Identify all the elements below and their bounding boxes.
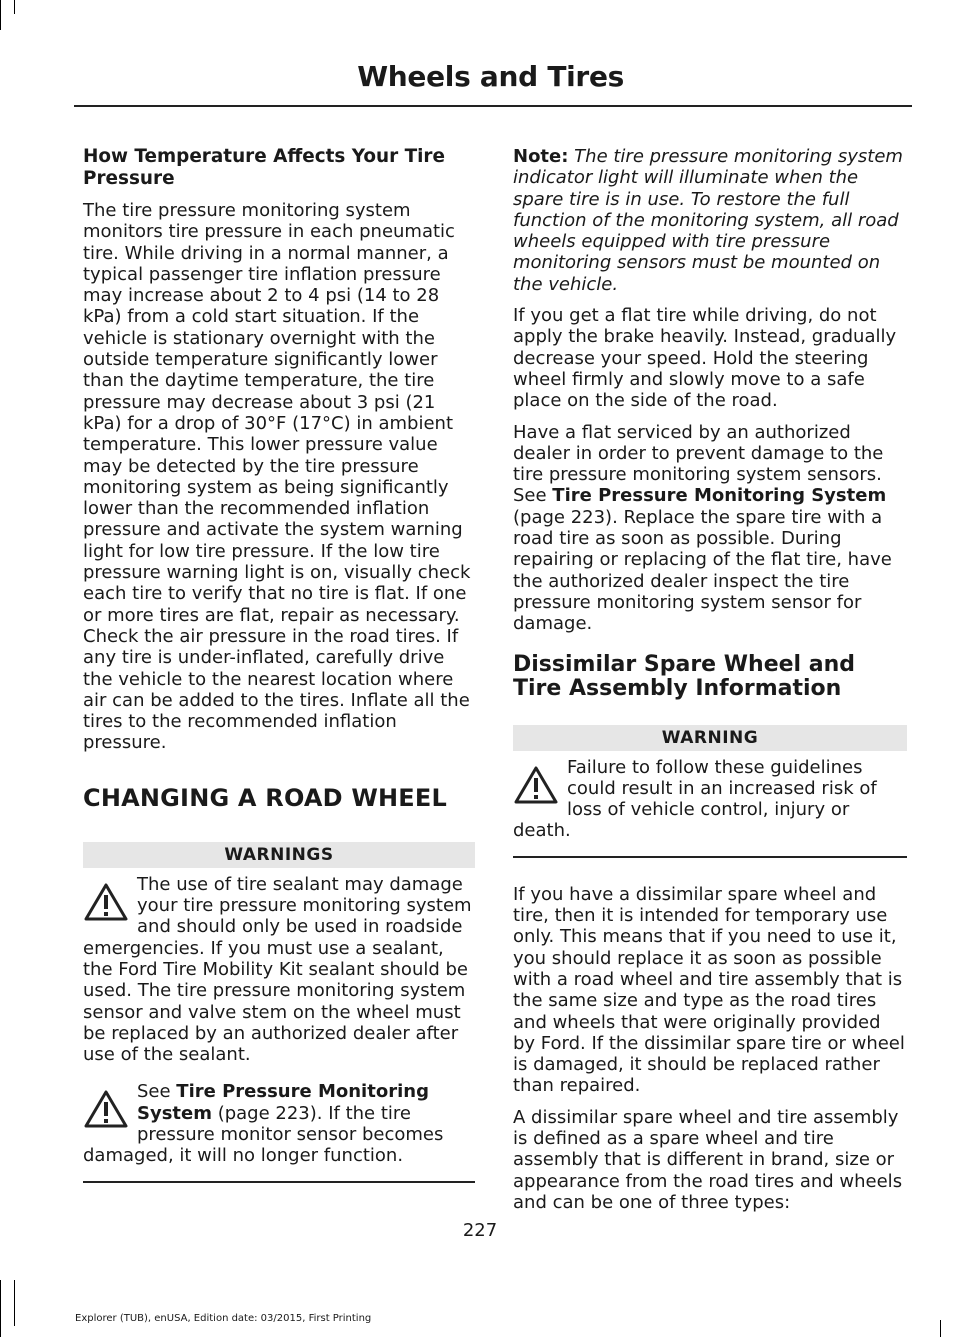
- warning-control-loss-text: Failure to follow these guidelines could result in an increased risk of loss of vehicle control, injury or death.: [513, 756, 877, 842]
- page-header-title: Wheels and Tires: [357, 60, 624, 93]
- header-divider: [74, 105, 912, 107]
- service-suffix: (page 223). Replace the spare tire with a road tire as soon as possible. During repairing or replacing of the flat tire, have the authorized dealer inspect the tire pressure monitoring system sensor for damage.: [513, 506, 892, 635]
- tpms-link[interactable]: Tire Pressure Monitoring System: [137, 1081, 429, 1124]
- warning-sensor-suffix: (page 223). If the tire pressure monitor sensor becomes damaged, it will no longer function.: [83, 1102, 444, 1167]
- warning-control-loss: [513, 757, 907, 842]
- crop-mark: [14, 0, 15, 14]
- warning-sensor-prefix: See: [137, 1081, 177, 1103]
- warning-sealant-text: The use of tire sealant may damage your tire pressure monitoring system and should only be used in roadside emergencies. If you must use a sealant, the Ford Tire Mobility Kit sealant should be used. The tire pressure monitoring system sensor and valve stem on the wheel must be replaced by an authorized dealer after use of the sealant.: [83, 873, 472, 1066]
- warning-triangle-icon: [513, 765, 559, 805]
- right-column: [513, 146, 907, 1223]
- page-number: 227: [462, 1220, 498, 1241]
- crop-mark: [0, 0, 1, 30]
- crop-mark: [0, 1280, 1, 1337]
- crop-mark: [14, 1280, 15, 1326]
- service-prefix: Have a flat serviced by an authorized dealer in order to prevent damage to the tire pressure monitoring system sensors. See: [513, 421, 884, 507]
- warnings-banner: WARNINGS: [83, 842, 475, 868]
- note-text: The tire pressure monitoring system indicator light will illuminate when the spare tire is in use. To restore the full function of the monitoring system, all road wheels equipped with tire pressure monitoring sensors must be mounted on the vehicle.: [513, 146, 903, 295]
- dissimilar-paragraph-2: A dissimilar spare wheel and tire assembly is defined as a spare wheel and tire assembly that is different in brand, size or appearance from the road tires and wheels and can be one of three types:: [513, 1106, 903, 1213]
- service-paragraph: [513, 422, 907, 635]
- footer-edition: Explorer (TUB), enUSA, Edition date: 03/2015, First Printing: [75, 1313, 372, 1324]
- warning-triangle-icon: [83, 1089, 129, 1129]
- warning-banner: WARNING: [513, 725, 907, 751]
- warning-sensor: [83, 1081, 475, 1166]
- dissimilar-paragraph-1: If you have a dissimilar spare wheel and tire, then it is intended for temporary use only. This means that if you need to use it, you should replace it as soon as possible with a road wheel and tire assembly that is the same size and type as the road tires and wheels that were originally provided by Ford. If the dissimilar spare tire or wheel is damaged, it should be replaced rather than repaired.: [513, 883, 905, 1097]
- dissimilar-spare-heading: Dissimilar Spare Wheel and Tire Assembly Information: [513, 651, 855, 701]
- warnings-end-rule: [83, 1181, 475, 1183]
- note-label: Note:: [513, 146, 569, 167]
- warning-end-rule: [513, 856, 907, 858]
- temperature-paragraph: The tire pressure monitoring system monitors tire pressure in each pneumatic tire. While driving in a normal manner, a typical passenger tire inflation pressure may increase about 2 to 4 psi (14 to 28 kPa) from a cold start situation. If the vehicle is stationary overnight with the outside temperature significantly lower than the daytime temperature, the tire pressure may decrease about 3 psi (21 kPa) for a drop of 30°F (17°C) in ambient temperature. This lower pressure value may be detected by the tire pressure monitoring system as being significantly lower than the recommended inflation pressure and activate the system warning light for low tire pressure. If the low tire pressure warning light is on, visually check each tire to verify that no tire is flat. If one or more tires are flat, repair as necessary. Check the air pressure in the road tires. If any tire is under-inflated, carefully drive the vehicle to the nearest location where air can be added to the tires. Inflate all the tires to the recommended inflation pressure.: [83, 200, 471, 754]
- note-paragraph: [513, 146, 907, 295]
- crop-mark: [940, 1320, 941, 1337]
- warning-sealant: [83, 874, 475, 1066]
- flat-tire-paragraph: If you get a flat tire while driving, do not apply the brake heavily. Instead, gradually decrease your speed. Hold the steering wheel firmly and slowly move to a safe place on the side of the road.: [513, 305, 897, 412]
- warning-triangle-icon: [83, 882, 129, 922]
- changing-wheel-heading: CHANGING A ROAD WHEEL: [83, 783, 447, 812]
- temperature-heading: How Temperature Affects Your Tire Pressure: [83, 146, 445, 189]
- tpms-link[interactable]: Tire Pressure Monitoring System: [552, 485, 887, 507]
- left-column: [83, 146, 475, 1183]
